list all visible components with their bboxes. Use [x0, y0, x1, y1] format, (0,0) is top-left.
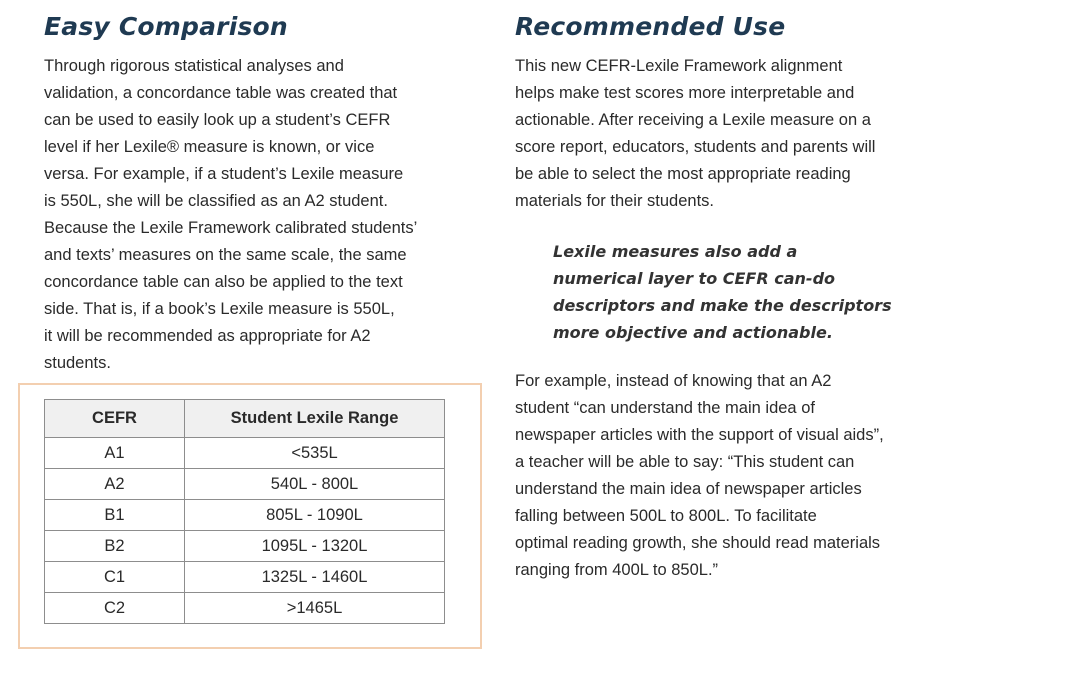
paragraph-line: score report, educators, students and parents will — [515, 138, 876, 156]
paragraph-line: understand the main idea of newspaper articles — [515, 480, 862, 498]
pull-quote-line: more objective and actionable. — [553, 323, 833, 342]
paragraph-line: Through rigorous statistical analyses and — [44, 57, 344, 75]
lexile-range-cell: 1095L - 1320L — [185, 531, 445, 562]
cefr-level-cell: B1 — [45, 500, 185, 531]
paragraph-line: falling between 500L to 800L. To facilitate — [515, 507, 817, 525]
paragraph-line: it will be recommended as appropriate for A2 — [44, 327, 371, 345]
paragraph-line: For example, instead of knowing that an A2 — [515, 372, 832, 390]
paragraph-line: ranging from 400L to 850L.” — [515, 561, 719, 579]
paragraph-line: versa. For example, if a student’s Lexile measure — [44, 165, 404, 183]
pull-quote-line: Lexile measures also add a — [553, 242, 798, 261]
paragraph-line: newspaper articles with the support of visual aids”, — [515, 426, 884, 444]
table-row — [45, 500, 445, 531]
paragraph-line: be able to select the most appropriate reading — [515, 165, 851, 183]
example-paragraph — [515, 368, 945, 584]
easy-comparison-heading: Easy Comparison — [44, 12, 288, 41]
paragraph-line: is 550L, she will be classified as an A2 student. — [44, 192, 388, 210]
paragraph-line: actionable. After receiving a Lexile measure on a — [515, 111, 871, 129]
lexile-range-cell: 1325L - 1460L — [185, 562, 445, 593]
paragraph-line: side. That is, if a book’s Lexile measure is 550L, — [44, 300, 395, 318]
paragraph-line: and texts’ measures on the same scale, the same — [44, 246, 407, 264]
pull-quote-line: descriptors and make the descriptors — [553, 296, 892, 315]
cefr-level-cell: A2 — [45, 469, 185, 500]
paragraph-line: students. — [44, 354, 111, 372]
lexile-range-cell: 540L - 800L — [185, 469, 445, 500]
cefr-level-cell: C1 — [45, 562, 185, 593]
table-row — [45, 438, 445, 469]
paragraph-line: student “can understand the main idea of — [515, 399, 815, 417]
cefr-level-cell: C2 — [45, 593, 185, 624]
cefr-level-cell: B2 — [45, 531, 185, 562]
paragraph-line: This new CEFR-Lexile Framework alignment — [515, 57, 843, 75]
paragraph-line: a teacher will be able to say: “This student can — [515, 453, 855, 471]
table-header-row — [45, 400, 445, 438]
pull-quote-line: numerical layer to CEFR can-do — [553, 269, 836, 288]
lexile-range-cell: <535L — [185, 438, 445, 469]
cefr-level-cell: A1 — [45, 438, 185, 469]
column-header-cefr: CEFR — [45, 400, 185, 438]
table-row — [45, 593, 445, 624]
paragraph-line: materials for their students. — [515, 192, 714, 210]
paragraph-line: helps make test scores more interpretable and — [515, 84, 855, 102]
table-row — [45, 469, 445, 500]
concordance-table — [44, 399, 445, 624]
recommended-use-heading: Recommended Use — [515, 12, 786, 41]
easy-comparison-paragraph — [44, 53, 474, 377]
lexile-range-cell: 805L - 1090L — [185, 500, 445, 531]
recommended-use-paragraph — [515, 53, 945, 215]
paragraph-line: Because the Lexile Framework calibrated students’ — [44, 219, 418, 237]
paragraph-line: optimal reading growth, she should read materials — [515, 534, 881, 552]
lexile-range-cell: >1465L — [185, 593, 445, 624]
paragraph-line: can be used to easily look up a student’s CEFR — [44, 111, 391, 129]
table-row — [45, 531, 445, 562]
paragraph-line: concordance table can also be applied to the text — [44, 273, 403, 291]
pull-quote — [553, 238, 892, 346]
table-row — [45, 562, 445, 593]
column-header-lexile-range: Student Lexile Range — [185, 400, 445, 438]
paragraph-line: validation, a concordance table was created that — [44, 84, 398, 102]
paragraph-line: level if her Lexile® measure is known, or vice — [44, 138, 375, 156]
